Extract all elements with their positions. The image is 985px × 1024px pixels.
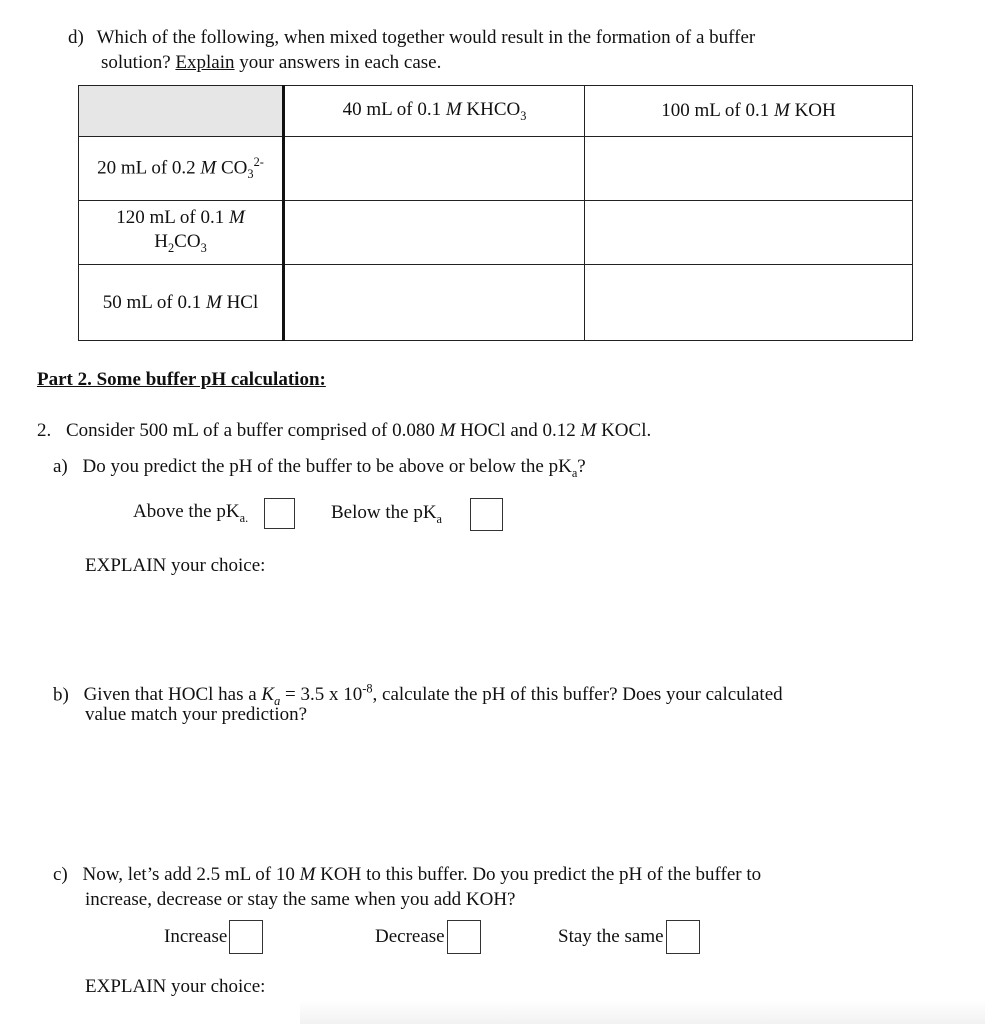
- question-d-label: d): [68, 27, 84, 48]
- question-c-line2: increase, decrease or stay the same when you add KOH?: [85, 889, 516, 910]
- question-d-line1: Which of the following, when mixed together would result in the formation of a buffer: [96, 27, 756, 48]
- question-b-line2: value match your prediction?: [85, 704, 308, 725]
- question-d-line2-pre: solution?: [101, 52, 176, 73]
- answer-cell-hcl-khco3[interactable]: [284, 265, 585, 341]
- table-row: [79, 265, 913, 341]
- table-header-row: [79, 86, 913, 137]
- question-a-label: a): [53, 456, 68, 477]
- answer-cell-co3-khco3[interactable]: [284, 137, 585, 201]
- option-below-pka: [331, 498, 503, 531]
- below-pka-checkbox[interactable]: [470, 498, 503, 531]
- column-header-khco3: 40 mL of 0.1 M $KHCO_3$: [284, 86, 585, 137]
- answer-area-a[interactable]: [85, 585, 910, 670]
- question-2-text: Consider 500 mL of a buffer comprised of 0.080 M HOCl and 0.12 M KOCl.: [66, 420, 652, 441]
- option-decrease: [375, 920, 481, 954]
- option-above-pka: [133, 498, 295, 529]
- question-c-label: c): [53, 864, 68, 885]
- part2-heading: Part 2. Some buffer pH calculation:: [37, 369, 326, 390]
- explain-prompt-a: EXPLAIN your choice:: [85, 555, 266, 576]
- stay-same-label: Stay the same: [558, 926, 664, 947]
- explain-underlined: Explain: [175, 52, 235, 73]
- decrease-label: Decrease: [375, 926, 445, 947]
- explain-prompt-c: EXPLAIN your choice:: [85, 976, 266, 997]
- row-header-hcl: 50 mL of 0.1 M HCl: [79, 265, 284, 341]
- question-d-line2: [101, 50, 441, 75]
- below-pka-label: Below the $pK_a$: [331, 502, 443, 526]
- answer-cell-h2co3-koh[interactable]: [585, 201, 913, 265]
- question-d-line2-post: your answers in each case.: [234, 52, 442, 73]
- page-shadow: [300, 1000, 985, 1024]
- question-a: [53, 454, 586, 486]
- column-header-koh: 100 mL of 0.1 M KOH: [585, 86, 913, 137]
- decrease-checkbox[interactable]: [447, 920, 481, 954]
- question-c-line1: Now, let’s add 2.5 mL of 10 M KOH to this buffer. Do you predict the pH of the buffer to: [82, 864, 762, 885]
- answer-cell-hcl-koh[interactable]: [585, 265, 913, 341]
- question-b-line1: Given that HOCl has a $K_a = 3.5$ x $10^{-8}$, calculate the pH of this buffer? Does your calculated: [83, 682, 783, 709]
- option-stay-same: [558, 920, 700, 954]
- stay-same-checkbox[interactable]: [666, 920, 700, 954]
- buffer-mix-table: [78, 85, 913, 341]
- answer-cell-co3-koh[interactable]: [585, 137, 913, 201]
- increase-checkbox[interactable]: [229, 920, 263, 954]
- question-a-text: Do you predict the pH of the buffer to be above or below the $pK_a$?: [82, 456, 586, 480]
- question-2: [37, 418, 651, 443]
- answer-area-b[interactable]: [85, 735, 910, 855]
- question-d: [68, 25, 755, 50]
- question-2-number: 2.: [37, 420, 52, 441]
- question-c: [53, 862, 761, 887]
- question-b-label: b): [53, 684, 69, 706]
- row-header-co3: 20 mL of 0.2 M $CO_3^{2-}$: [79, 137, 284, 201]
- row-header-h2co3: 120 mL of 0.1 M $H_2CO_3$: [79, 201, 284, 265]
- above-pka-label: Above the $pK_{a.}$: [133, 501, 249, 525]
- table-corner-cell: [79, 86, 284, 137]
- table-row: [79, 201, 913, 265]
- increase-label: Increase: [164, 926, 228, 947]
- table-row: [79, 137, 913, 201]
- answer-cell-h2co3-khco3[interactable]: [284, 201, 585, 265]
- option-increase: [164, 920, 263, 954]
- above-pka-checkbox[interactable]: [264, 498, 295, 529]
